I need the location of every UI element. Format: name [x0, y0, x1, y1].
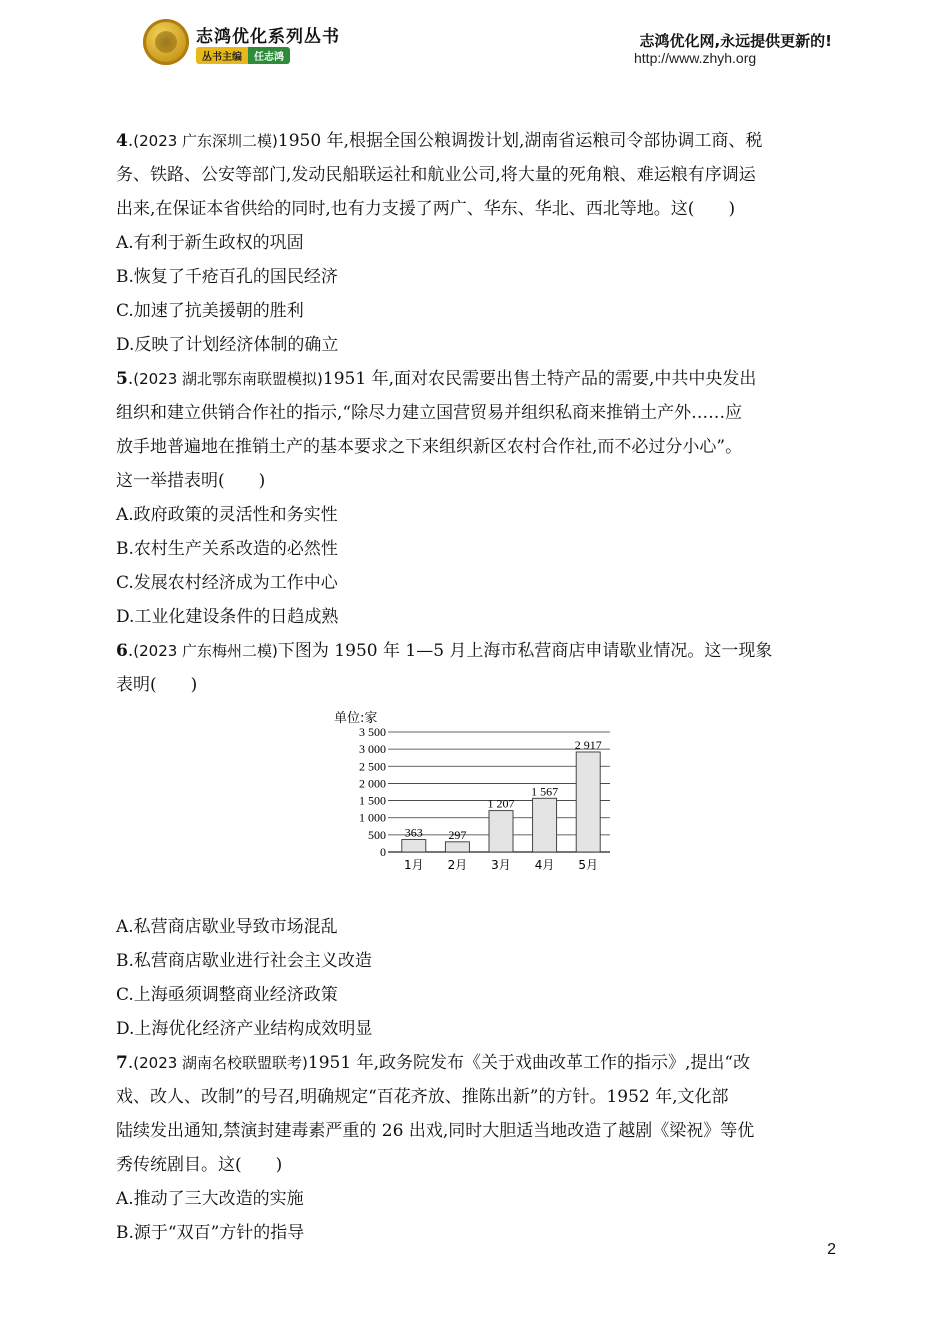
x-category-label: 3月: [491, 858, 511, 872]
question-5: [116, 362, 836, 634]
question-4: [116, 124, 836, 362]
question-number: 7: [116, 1053, 128, 1073]
option-a: A.有利于新生政权的巩固: [116, 233, 304, 253]
question-source: (2023 湖南名校联盟联考): [133, 1054, 308, 1072]
option-c: C.加速了抗美援朝的胜利: [116, 301, 304, 321]
bar-value-label: 297: [448, 827, 467, 842]
site-slogan: 志鸿优化网,永远提供更新的!: [639, 32, 832, 50]
page-header: [0, 0, 950, 80]
editor-line: [196, 47, 290, 62]
y-tick-label: 3 000: [359, 742, 386, 757]
bar: [489, 811, 513, 852]
question-6: [116, 634, 836, 1046]
question-number: 4: [116, 131, 128, 151]
bar: [402, 840, 426, 852]
option-d: D.工业化建设条件的日趋成熟: [116, 607, 339, 627]
question-stem-line: 出来,在保证本省供给的同时,也有力支援了两广、华东、华北、西北等地。这( ): [116, 199, 736, 219]
bar-value-label: 1 207: [487, 796, 515, 811]
option-a: A.私营商店歇业导致市场混乱: [116, 917, 338, 937]
y-tick-label: 500: [368, 827, 386, 842]
question-stem-line: 4.(2023 广东深圳二模)1950 年,根据全国公粮调拨计划,湖南省运粮司令部协调工商、税: [116, 131, 763, 151]
question-stem-line: 5.(2023 湖北鄂东南联盟模拟)1951 年,面对农民需要出售土特产品的需要,中共中央发出: [116, 369, 757, 389]
x-category-label: 5月: [578, 858, 599, 872]
bar: [445, 842, 469, 852]
site-url[interactable]: http://www.zhyh.org: [634, 50, 757, 66]
bar-value-label: 363: [404, 825, 423, 840]
question-number: 6: [116, 641, 128, 661]
question-stem-line: 秀传统剧目。这( ): [116, 1155, 283, 1175]
question-stem-line: 7.(2023 湖南名校联盟联考)1951 年,政务院发布《关于戏曲改革工作的指示》,提出“改: [116, 1053, 751, 1073]
question-stem-line: 6.(2023 广东梅州二模)下图为 1950 年 1—5 月上海市私营商店申请歇业情况。这一现象: [116, 641, 773, 661]
question-stem-line: 这一举措表明( ): [116, 471, 266, 491]
option-b: B.私营商店歇业进行社会主义改造: [116, 951, 372, 971]
bar-chart-svg: [334, 704, 624, 882]
editor-name: 任志鸿: [248, 47, 290, 64]
stem-text: 1950 年,根据全国公粮调拨计划,湖南省运粮司令部协调工商、税: [277, 131, 763, 151]
bar-value-label: 2 917: [574, 737, 602, 752]
question-source: (2023 广东深圳二模): [133, 132, 278, 150]
stem-text: 下图为 1950 年 1—5 月上海市私营商店申请歇业情况。这一现象: [277, 641, 773, 661]
option-a: A.政府政策的灵活性和务实性: [116, 505, 338, 525]
bar: [533, 798, 557, 852]
question-content: [116, 124, 836, 1250]
option-d: D.上海优化经济产业结构成效明显: [116, 1019, 373, 1039]
question-stem-line: 务、铁路、公安等部门,发动民船联运社和航业公司,将大量的死角粮、难运粮有序调运: [116, 165, 756, 185]
question-stem-line: 组织和建立供销合作社的指示,“除尽力建立国营贸易并组织私商来推销土产外……应: [116, 403, 743, 423]
y-tick-label: 2 000: [359, 776, 386, 791]
question-stem-line: 陆续发出通知,禁演封建毒素严重的 26 出戏,同时大胆适当地改造了越剧《梁祝》等优: [116, 1121, 755, 1141]
x-category-label: 1月: [403, 858, 424, 872]
page-number: 2: [827, 1241, 836, 1258]
option-b: B.源于“双百”方针的指导: [116, 1223, 305, 1243]
question-number: 5: [116, 369, 128, 389]
y-tick-label: 1 000: [359, 810, 386, 825]
question-7: [116, 1046, 836, 1250]
bar-value-label: 1 567: [531, 784, 559, 799]
y-tick-label: 2 500: [359, 759, 386, 774]
option-b: B.恢复了千疮百孔的国民经济: [116, 267, 338, 287]
y-tick-label: 1 500: [359, 793, 386, 808]
question-stem-line: 表明( ): [116, 675, 198, 695]
option-d: D.反映了计划经济体制的确立: [116, 335, 339, 355]
y-tick-label: 3 500: [359, 725, 386, 739]
editor-label: 丛书主编: [196, 47, 248, 64]
series-logo-icon: [143, 19, 189, 65]
option-b: B.农村生产关系改造的必然性: [116, 539, 338, 559]
stem-text: 1951 年,政务院发布《关于戏曲改革工作的指示》,提出“改: [307, 1053, 751, 1073]
question-source: (2023 广东梅州二模): [133, 642, 278, 660]
closures-chart: [116, 704, 836, 910]
x-category-label: 2月: [447, 858, 468, 872]
option-c: C.上海亟须调整商业经济政策: [116, 985, 338, 1005]
question-source: (2023 湖北鄂东南联盟模拟): [133, 370, 323, 388]
series-title: 志鸿优化系列丛书: [196, 27, 340, 47]
question-stem-line: 放手地普遍地在推销土产的基本要求之下来组织新区农村合作社,而不必过分小心”。: [116, 437, 743, 457]
y-tick-label: 0: [380, 845, 386, 859]
question-stem-line: 戏、改人、改制”的号召,明确规定“百花齐放、推陈出新”的方针。1952 年,文化部: [116, 1087, 729, 1107]
x-category-label: 4月: [534, 858, 555, 872]
bar: [576, 752, 600, 852]
chart-unit-label: 单位:家: [334, 711, 378, 726]
option-a: A.推动了三大改造的实施: [116, 1189, 304, 1209]
stem-text: 1951 年,面对农民需要出售土特产品的需要,中共中央发出: [322, 369, 757, 389]
option-c: C.发展农村经济成为工作中心: [116, 573, 338, 593]
